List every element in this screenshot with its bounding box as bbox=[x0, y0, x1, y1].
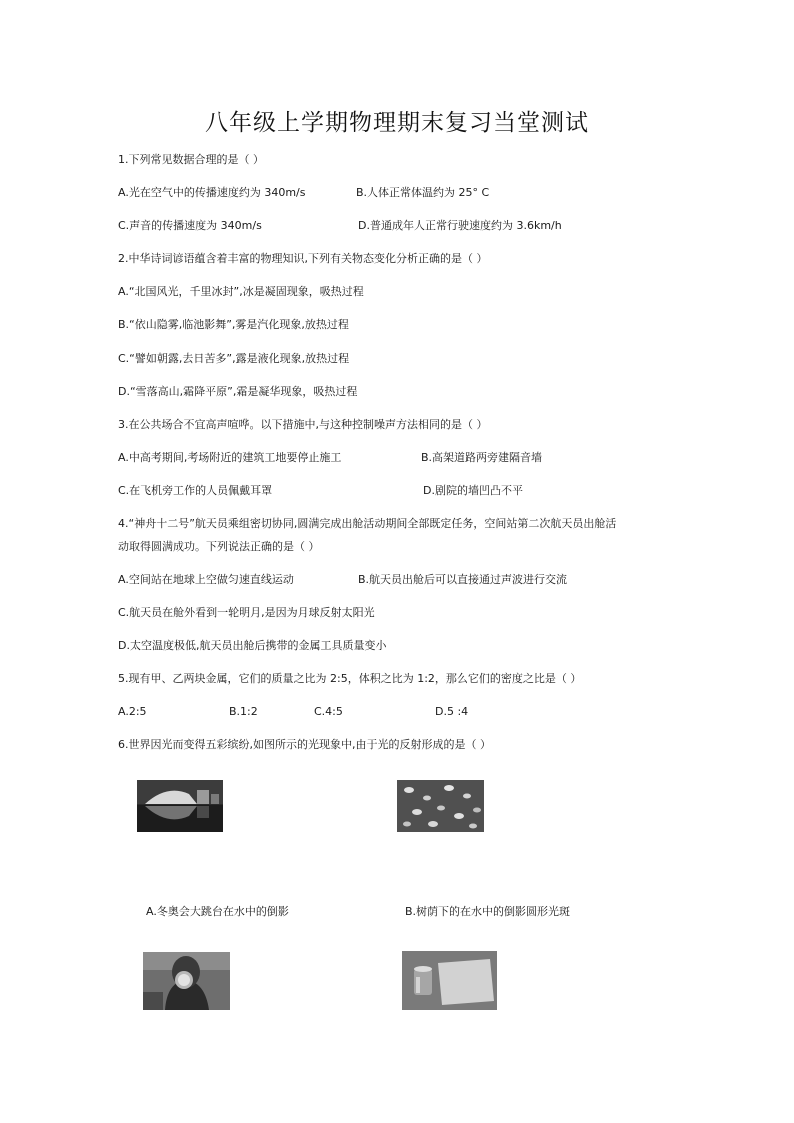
question-3-stem: 3.在公共场合不宜高声喧哗。以下措施中,与这种控制噪声方法相同的是（ ） bbox=[118, 418, 488, 431]
water-glass-paper-photo bbox=[402, 951, 497, 1010]
question-1-option-c: C.声音的传播速度为 340m/s bbox=[118, 219, 262, 232]
question-1-option-b: B.人体正常体温约为 25° C bbox=[356, 186, 490, 199]
question-2-stem: 2.中华诗词谚语蕴含着丰富的物理知识,下列有关物态变化分析正确的是（ ） bbox=[118, 252, 488, 265]
question-6-caption-b: B.树荫下的在水中的倒影圆形光斑 bbox=[405, 905, 571, 918]
question-4-option-d: D.太空温度极低,航天员出舱后携带的金属工具质量变小 bbox=[118, 639, 387, 652]
ski-jump-reflection-photo bbox=[137, 780, 223, 832]
question-2-option-b: B.“依山隐雾,临池影舞”,雾是汽化现象,放热过程 bbox=[118, 318, 349, 331]
question-5-option-b: B.1:2 bbox=[229, 705, 258, 718]
tree-shade-light-spots-photo bbox=[397, 780, 484, 832]
page-title: 八年级上学期物理期末复习当堂测试 bbox=[205, 110, 589, 136]
question-1-option-d: D.普通成年人正常行驶速度约为 3.6km/h bbox=[358, 219, 562, 232]
question-3-option-a: A.中高考期间,考场附近的建筑工地要停止施工 bbox=[118, 451, 342, 464]
question-2-option-a: A.“北国风光，千里冰封”,冰是凝固现象，吸热过程 bbox=[118, 285, 364, 298]
question-1-option-a: A.光在空气中的传播速度约为 340m/s bbox=[118, 186, 306, 199]
question-5-option-a: A.2:5 bbox=[118, 705, 147, 718]
person-glass-ball-photo bbox=[143, 952, 230, 1010]
question-3-option-c: C.在飞机旁工作的人员佩戴耳罩 bbox=[118, 484, 273, 497]
question-3-option-b: B.高架道路两旁建隔音墙 bbox=[421, 451, 543, 464]
question-4-option-c: C.航天员在舱外看到一轮明月,是因为月球反射太阳光 bbox=[118, 606, 375, 619]
question-3-option-d: D.剧院的墙凹凸不平 bbox=[423, 484, 523, 497]
question-1-stem: 1.下列常见数据合理的是（ ） bbox=[118, 153, 264, 166]
question-4-option-b: B.航天员出舱后可以直接通过声波进行交流 bbox=[358, 573, 568, 586]
question-4-stem-line-2: 动取得圆满成功。下列说法正确的是（ ） bbox=[118, 540, 320, 553]
question-6-caption-a: A.冬奥会大跳台在水中的倒影 bbox=[146, 905, 289, 918]
question-4-option-a: A.空间站在地球上空做匀速直线运动 bbox=[118, 573, 294, 586]
question-5-option-d: D.5 :4 bbox=[435, 705, 469, 718]
question-6-stem: 6.世界因光而变得五彩缤纷,如图所示的光现象中,由于光的反射形成的是（ ） bbox=[118, 738, 491, 751]
question-5-option-c: C.4:5 bbox=[314, 705, 343, 718]
question-4-stem-line-1: 4.“神舟十二号”航天员乘组密切协同,圆满完成出舱活动期间全部既定任务，空间站第二次航天员出舱活 bbox=[118, 517, 617, 530]
question-2-option-c: C.“譬如朝露,去日苦多”,露是液化现象,放热过程 bbox=[118, 352, 350, 365]
question-2-option-d: D.“雪落高山,霜降平原”,霜是凝华现象，吸热过程 bbox=[118, 385, 358, 398]
question-5-stem: 5.现有甲、乙两块金属，它们的质量之比为 2:5，体积之比为 1:2，那么它们的密度之比是（ ） bbox=[118, 672, 582, 685]
